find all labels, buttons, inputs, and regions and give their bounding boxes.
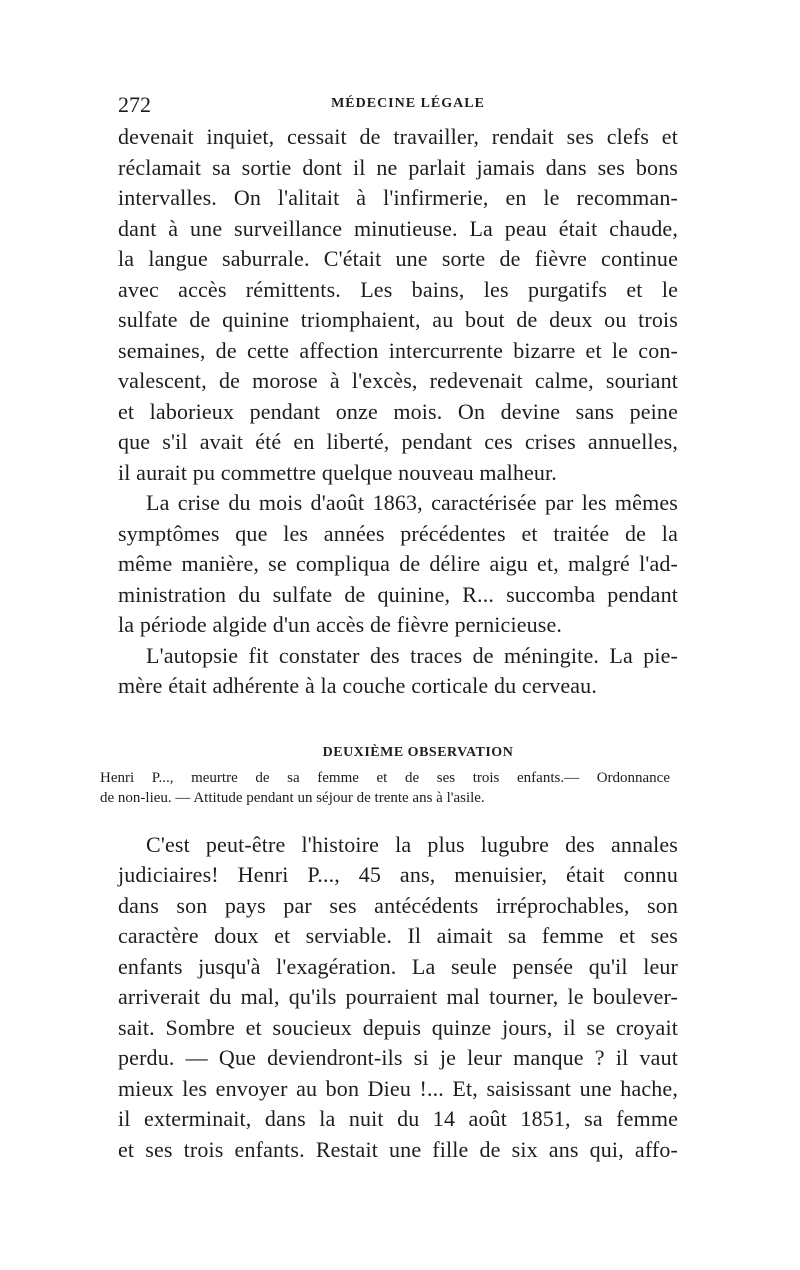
- running-title: MÉDECINE LÉGALE: [331, 96, 485, 111]
- text-line: et ses trois enfants. Restait une fille de six ans qui, affo-: [118, 1136, 678, 1162]
- book-page: [100, 92, 678, 1165]
- text-line: il aurait pu commettre quelque nouveau malheur.: [118, 459, 557, 485]
- summary-spacer: [118, 808, 678, 830]
- text-line: mère était adhérente à la couche corticale du cerveau.: [118, 673, 597, 698]
- section-spacer: [118, 702, 678, 738]
- section-heading: DEUXIÈME OBSERVATION: [322, 744, 514, 760]
- text-line: arriverait du mal, qu'ils pourraient mal tourner, le boulever-: [118, 984, 678, 1009]
- text-line: la langue saburrale. C'était une sorte de fièvre continue: [118, 246, 678, 271]
- text-line: même manière, se compliqua de délire aigu et, malgré l'ad-: [118, 551, 678, 576]
- summary-line: de non-lieu. — Attitude pendant un séjour de trente ans à l'asile.: [100, 789, 485, 806]
- text-line: valescent, de morose à l'excès, redevenait calme, souriant: [118, 368, 678, 393]
- text-line: la période algide d'un accès de fièvre pernicieuse.: [118, 612, 563, 637]
- text-line: L'autopsie fit constater des traces de méningite. La pie-: [146, 642, 678, 668]
- text-line: ministration du sulfate de quinine, R... succomba pendant: [118, 581, 678, 607]
- section-summary: [100, 768, 678, 808]
- text-line: La crise du mois d'août 1863, caractérisée par les mêmes: [146, 490, 678, 515]
- running-head: [118, 92, 678, 118]
- text-line: dant à une surveillance minutieuse. La peau était chaude,: [118, 215, 678, 241]
- text-line: symptômes que les années précédentes et traitée de la: [118, 520, 678, 546]
- text-line: il exterminait, dans la nuit du 14 août 1851, sa femme: [118, 1106, 678, 1131]
- paragraph-2: [118, 488, 678, 641]
- text-line: et laborieux pendant onze mois. On devine sans peine: [118, 398, 678, 424]
- paragraph-4: [118, 830, 678, 1166]
- text-line: devenait inquiet, cessait de travailler, rendait ses clefs et: [118, 124, 678, 149]
- text-line: sulfate de quinine triomphaient, au bout de deux ou trois: [118, 307, 678, 332]
- text-line: enfants jusqu'à l'exagération. La seule pensée qu'il leur: [118, 953, 678, 979]
- text-line: dans son pays par ses antécédents irréprochables, son: [118, 892, 678, 918]
- paragraph-3: [118, 641, 678, 702]
- text-line: avec accès rémittents. Les bains, les purgatifs et le: [118, 276, 678, 302]
- paragraph-1: [118, 122, 678, 488]
- text-line: intervalles. On l'alitait à l'infirmerie, en le recomman-: [118, 185, 678, 210]
- text-line: sait. Sombre et soucieux depuis quinze jours, il se croyait: [118, 1014, 678, 1040]
- text-line: caractère doux et serviable. Il aimait sa femme et ses: [118, 923, 678, 948]
- text-line: perdu. — Que deviendront-ils si je leur manque ? il vaut: [118, 1045, 678, 1070]
- text-line: semaines, de cette affection intercurrente bizarre et le con-: [118, 337, 678, 363]
- text-line: mieux les envoyer au bon Dieu !... Et, saisissant une hache,: [118, 1075, 678, 1101]
- text-line: que s'il avait été en liberté, pendant ces crises annuelles,: [118, 429, 678, 454]
- text-line: C'est peut-être l'histoire la plus lugubre des annales: [146, 831, 678, 857]
- text-line: réclamait sa sortie dont il ne parlait jamais dans ses bons: [118, 154, 678, 180]
- text-line: judiciaires! Henri P..., 45 ans, menuisier, était connu: [118, 862, 678, 887]
- summary-line: Henri P..., meurtre de sa femme et de ses trois enfants.— Ordonnance: [100, 769, 670, 786]
- page-number: 272: [118, 92, 151, 117]
